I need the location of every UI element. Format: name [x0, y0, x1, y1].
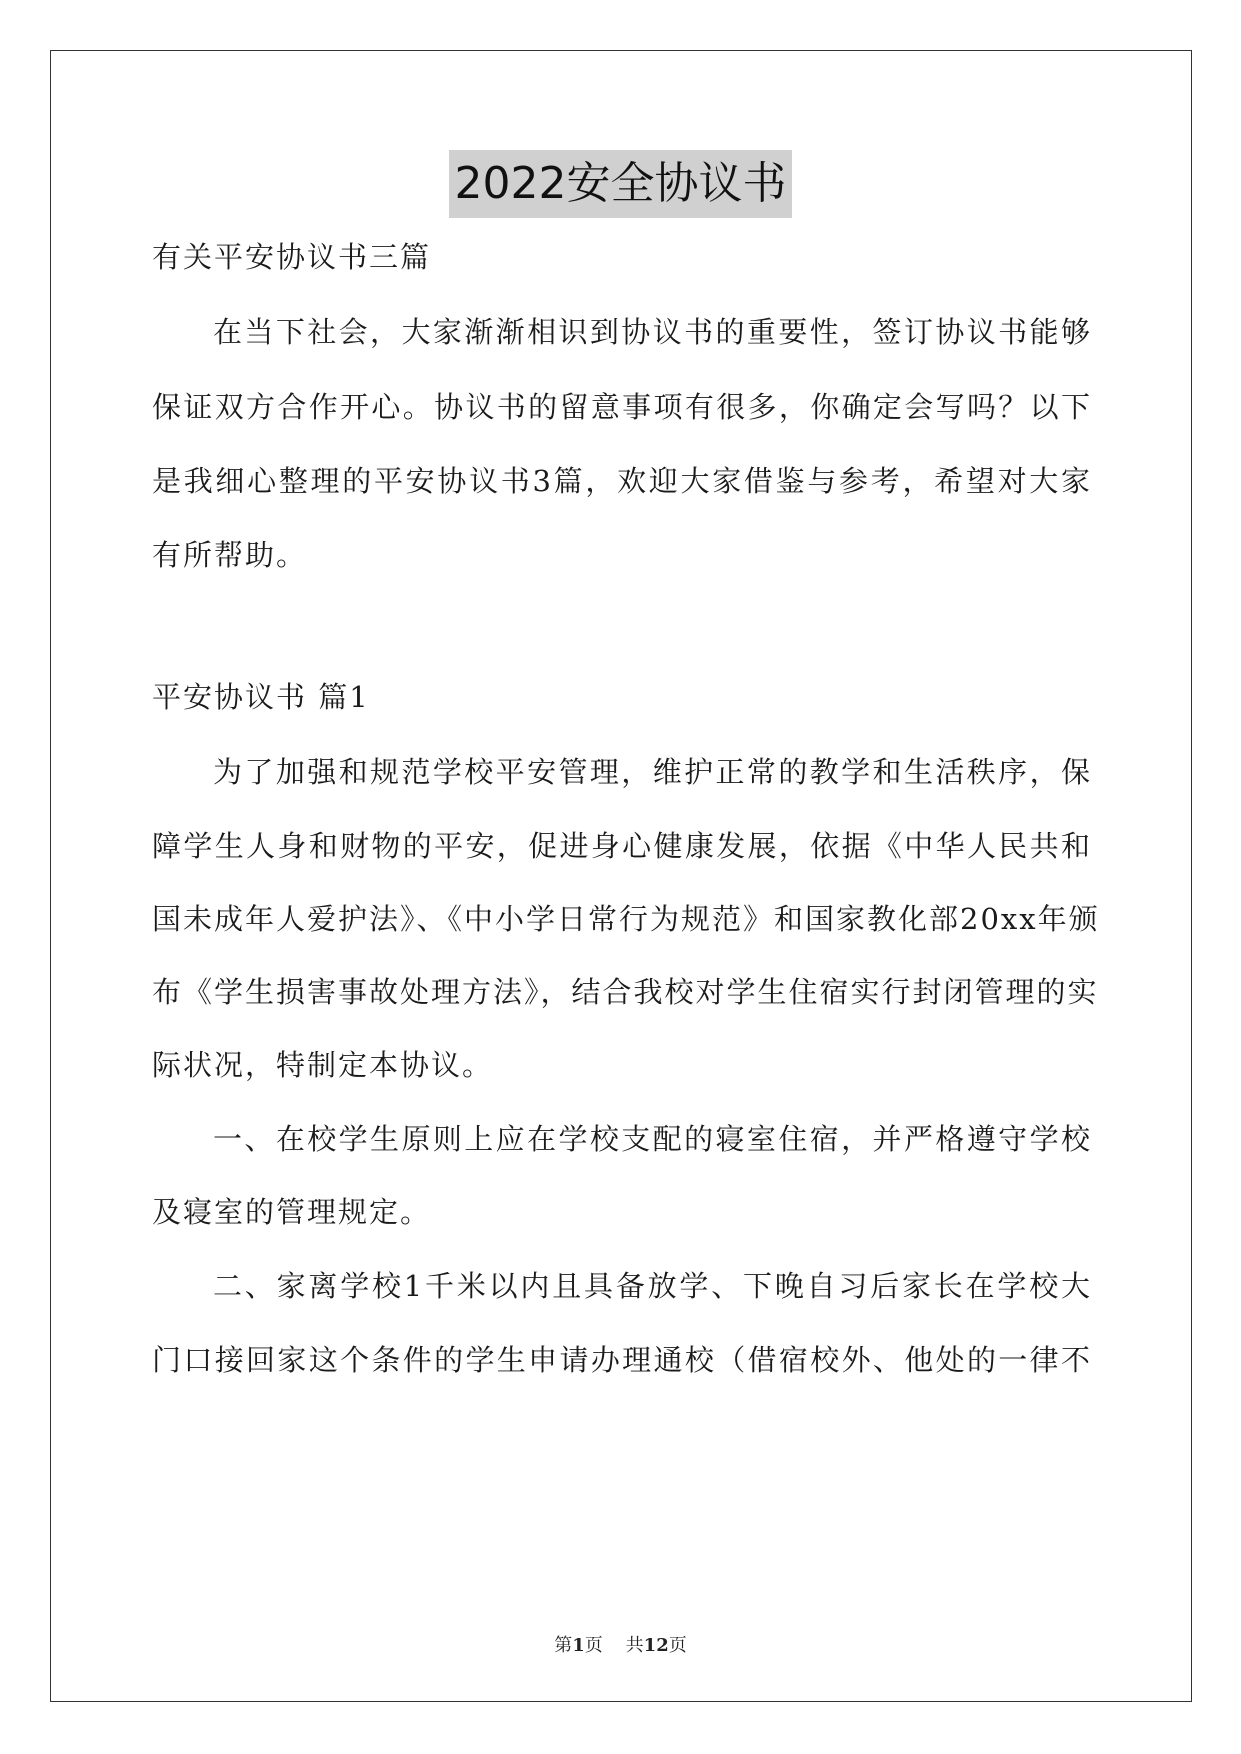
page-footer: [0, 1634, 1241, 1658]
paragraph-line: 一、在校学生原则上应在学校支配的寝室住宿，并严格遵守学校: [213, 1122, 1092, 1156]
section-heading: 平安协议书 篇1: [152, 680, 370, 714]
footer-page-number: 1: [572, 1635, 585, 1656]
footer-page-suffix: 页: [584, 1635, 603, 1656]
paragraph-line: 际状况，特制定本协议。: [152, 1048, 494, 1082]
footer-page-prefix: 第: [554, 1635, 573, 1656]
paragraph-line: 及寝室的管理规定。: [152, 1195, 432, 1229]
paragraph-line: 为了加强和规范学校平安管理，维护正常的教学和生活秩序，保: [213, 755, 1092, 789]
footer-total-pages: 12: [643, 1635, 669, 1656]
page-border: [50, 50, 1192, 1702]
paragraph-line: 是我细心整理的平安协议书3篇，欢迎大家借鉴与参考，希望对大家: [152, 464, 1092, 498]
paragraph-line: 保证双方合作开心。协议书的留意事项有很多，你确定会写吗？以下: [152, 390, 1092, 424]
paragraph-line: 门口接回家这个条件的学生申请办理通校（借宿校外、他处的一律不: [152, 1343, 1092, 1377]
document-title: 2022安全协议书: [449, 150, 793, 218]
subtitle-line: 有关平安协议书三篇: [152, 240, 432, 274]
paragraph-line: 有所帮助。: [152, 538, 308, 572]
paragraph-line: 国未成年人爱护法》、《中小学日常行为规范》和国家教化部20xx年颁: [152, 902, 1100, 936]
paragraph-line: 布《学生损害事故处理方法》，结合我校对学生住宿实行封闭管理的实: [152, 975, 1099, 1009]
paragraph-line: 障学生人身和财物的平安，促进身心健康发展，依据《中华人民共和: [152, 829, 1092, 863]
footer-total-prefix: 共: [625, 1635, 644, 1656]
title-container: [0, 150, 1241, 218]
footer-total-suffix: 页: [668, 1635, 687, 1656]
paragraph-line: 二、家离学校1千米以内且具备放学、下晚自习后家长在学校大: [213, 1269, 1092, 1303]
paragraph-line: 在当下社会，大家渐渐相识到协议书的重要性，签订协议书能够: [213, 315, 1092, 349]
